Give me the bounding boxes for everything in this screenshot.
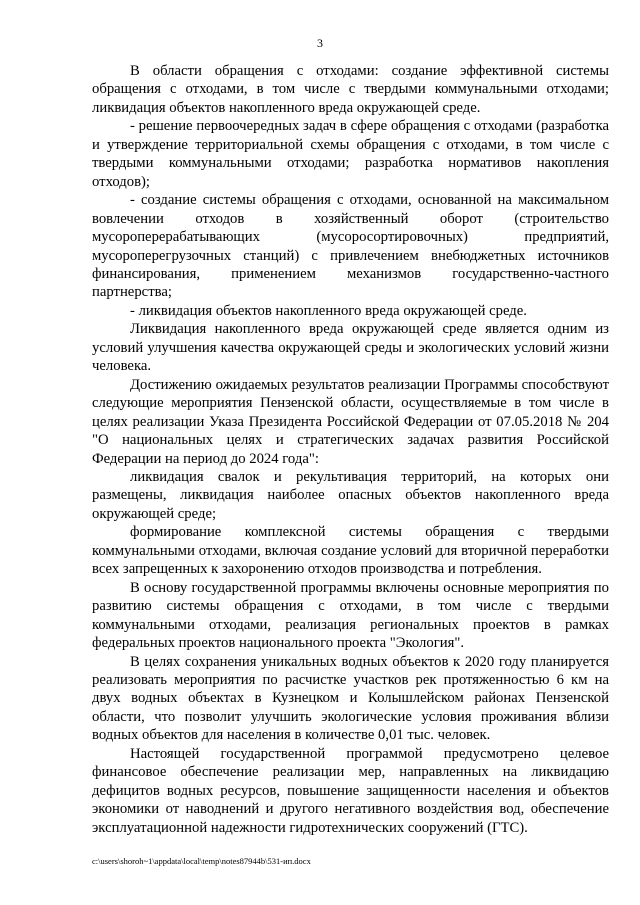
paragraph: Достижению ожидаемых результатов реализации Программы способствуют следующие мероприятия Пензенской области, осуществляемые в том числе в целях реализации Указа Президента Российской Федерации от 07.05.2018 № 204 "О национальных целях и стратегических задачах развития Российской Федерации на период до 2024 года": bbox=[92, 376, 609, 467]
paragraph: В целях сохранения уникальных водных объектов к 2020 году планируется реализовать мероприятия по расчистке участков рек протяженностью 6 км на двух водных объектах в Кузнецком и Колышлейском районах Пензенской области, что позволит улучшить экологические условия проживания вблизи водных объектов для населения в количестве 0,01 тыс. человек. bbox=[92, 653, 609, 744]
paragraph: В области обращения с отходами: создание эффективной системы обращения с отходами, в том числе с твердыми коммунальными отходами; ликвидация объектов накопленного вреда окружающей среде. bbox=[92, 63, 609, 116]
paragraph: Настоящей государственной программой предусмотрено целевое финансовое обеспечение реализации мер, направленных на ликвидацию дефицитов водных ресурсов, повышение защищенности населения и объектов экономики от наводнений и другого негативного воздействия вод, обеспечение эксплуатационной надежности гидротехнических сооружений (ГТС). bbox=[92, 745, 609, 836]
paragraph: - решение первоочередных задач в сфере обращения с отходами (разработка и утверждение территориальной схемы обращения с отходами, в том числе с твердыми коммунальными отходами; разработка нормативов накопления отходов); bbox=[92, 118, 609, 190]
paragraph: В основу государственной программы включены основные мероприятия по развитию системы обращения с отходами, в том числе с твердыми коммунальными отходами, реализация региональных проектов в рамках федеральных проектов национального проекта "Экология". bbox=[92, 579, 609, 652]
paragraph: ликвидация свалок и рекультивация территорий, на которых они размещены, ликвидация наиболее опасных объектов накопленного вреда окружающей среде; bbox=[92, 468, 609, 522]
paragraph: - создание системы обращения с отходами, основанной на максимальном вовлечении отходов в хозяйственный оборот (строительство мусороперерабатывающих (мусоросортировочных) предприятий, мусороперегрузочных станций) с привлечением внебюджетных источников финансирования, применением механизмов государственно-частного партнерства; bbox=[92, 192, 609, 301]
paragraph: формирование комплексной системы обращения с твердыми коммунальными отходами, включая создание условий для вторичной переработки всех запрещенных к захоронению отходов производства и потребления. bbox=[92, 524, 609, 578]
paragraph: - ликвидация объектов накопленного вреда окружающей среде. bbox=[130, 302, 527, 319]
page-number: 3 bbox=[317, 36, 323, 50]
footer-file-path: c:\users\shoroh~1\appdata\local\temp\notes87944b\531-ип.docx bbox=[92, 856, 311, 866]
document-body bbox=[92, 62, 609, 837]
paragraph: Ликвидация накопленного вреда окружающей среде является одним из условий улучшения качества окружающей среды и экологических условий жизни человека. bbox=[92, 321, 609, 375]
